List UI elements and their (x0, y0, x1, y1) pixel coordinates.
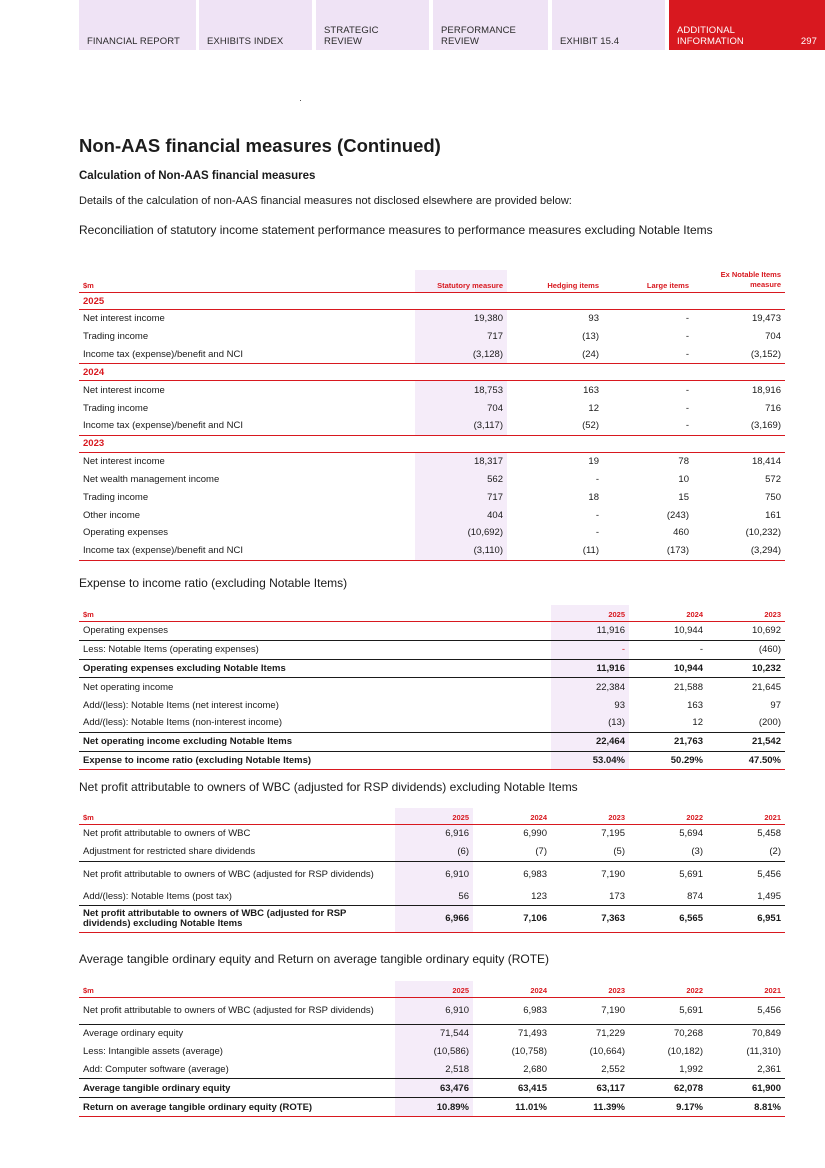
header-cell: 2023 (551, 808, 629, 825)
cell: 11,916 (551, 622, 629, 641)
header-cell: 2024 (473, 808, 551, 825)
reconciliation-table (79, 270, 785, 561)
cell: 123 (531, 890, 547, 902)
cell: 716 (765, 402, 781, 414)
header-cell: 2021 (707, 808, 785, 825)
cell: 6,916 (395, 825, 473, 843)
table-row (79, 678, 785, 696)
cell: 874 (687, 890, 703, 902)
cell: (10,758) (511, 1046, 547, 1058)
cell: 93 (551, 696, 629, 714)
section-subtitle: Calculation of Non-AAS financial measures (79, 170, 316, 182)
header-cell: $m (79, 270, 415, 293)
cell: 7,190 (601, 1005, 625, 1016)
table-row (79, 888, 785, 906)
cell: 7,363 (551, 906, 629, 933)
header-cell: $m (79, 808, 395, 825)
intro-text: Details of the calculation of non-AAS financial measures not disclosed elsewhere are provided below: (79, 195, 572, 207)
header-cell: 2025 (551, 605, 629, 622)
cell: 6,990 (523, 828, 547, 840)
header-cell: 2022 (629, 981, 707, 998)
cell: (3,169) (750, 420, 781, 432)
cell: 56 (395, 888, 473, 906)
cell: 717 (415, 328, 507, 346)
table-row (79, 417, 785, 435)
row-label: Net operating income (83, 681, 174, 693)
table-header-row (79, 808, 785, 825)
table-row (79, 310, 785, 328)
row-label: Income tax (expense)/benefit and NCI (79, 542, 415, 560)
expense-ratio-title: Expense to income ratio (excluding Notable Items) (79, 576, 348, 590)
table-header-row (79, 270, 785, 293)
header-cell: 2023 (707, 605, 785, 622)
cell: - (595, 473, 599, 485)
tab-label: ADDITIONAL INFORMATION (677, 25, 744, 47)
cell: - (685, 402, 689, 414)
header-cell: 2025 (395, 808, 473, 825)
cell: 47.50% (707, 751, 785, 770)
cell: 22,384 (551, 678, 629, 696)
cell: (10,664) (589, 1046, 625, 1058)
top-navigation (79, 0, 825, 50)
table-header-row (79, 981, 785, 998)
year-row (79, 364, 785, 381)
cell: 2,552 (601, 1063, 625, 1075)
cell: - (595, 527, 599, 539)
cell: (2) (769, 846, 781, 858)
tab-label: PERFORMANCE REVIEW (441, 25, 516, 47)
cell: 7,195 (601, 828, 625, 840)
cell: 21,645 (751, 681, 781, 693)
cell: 1,495 (757, 890, 781, 902)
cell: (13) (551, 714, 629, 732)
table-row (79, 751, 785, 770)
cell: (13) (582, 331, 599, 343)
cell: 97 (770, 699, 781, 711)
table-row (79, 399, 785, 417)
cell: 19 (588, 456, 599, 468)
table-row (79, 659, 785, 678)
net-profit-table (79, 808, 785, 933)
tab-exhibits-index[interactable] (199, 0, 312, 50)
cell: - (685, 331, 689, 343)
table-row (79, 622, 785, 641)
cell: 6,910 (395, 861, 473, 888)
cell: 62,078 (629, 1079, 707, 1098)
cell: 78 (678, 456, 689, 468)
table-row (79, 1098, 785, 1117)
row-label: Less: Notable Items (operating expenses) (83, 644, 259, 656)
tab-financial-report[interactable] (79, 0, 196, 50)
cell: 704 (765, 331, 781, 343)
cell: 10,944 (629, 659, 707, 678)
table-row (79, 506, 785, 524)
cell: 2,361 (757, 1063, 781, 1075)
table-row (79, 1043, 785, 1061)
cell: 173 (609, 890, 625, 902)
cell: - (699, 644, 703, 656)
cell: 21,763 (629, 732, 707, 751)
cell: 18,753 (415, 381, 507, 399)
row-label: Net wealth management income (83, 473, 220, 485)
cell: (10,692) (415, 524, 507, 542)
cell: (11,310) (746, 1046, 781, 1058)
tab-exhibit-15-4[interactable] (552, 0, 665, 50)
cell: - (595, 509, 599, 521)
tab-performance-review[interactable] (433, 0, 548, 50)
row-label: Add/(less): Notable Items (net interest income) (83, 699, 279, 711)
cell: 6,983 (473, 861, 551, 888)
cell: 19,473 (751, 313, 781, 325)
cell: (3,294) (693, 542, 785, 560)
row-label: Net interest income (83, 313, 165, 325)
year-row (79, 293, 785, 310)
cell: 53.04% (551, 751, 629, 770)
rote-table (79, 981, 785, 1117)
row-label: Add/(less): Notable Items (non-interest income) (83, 717, 283, 729)
rote-title: Average tangible ordinary equity and Return on average tangible ordinary equity (ROTE) (79, 952, 550, 966)
header-cell: 2025 (395, 981, 473, 998)
table-row (79, 843, 785, 861)
year-label: 2023 (79, 435, 785, 452)
cell: 750 (765, 491, 781, 503)
row-label: Net operating income excluding Notable Items (79, 732, 551, 751)
year-label: 2025 (79, 293, 785, 310)
cell: (6) (395, 843, 473, 861)
table-row (79, 732, 785, 751)
cell: 572 (765, 473, 781, 485)
cell: 63,476 (395, 1079, 473, 1098)
cell: 163 (687, 699, 703, 711)
table-row (79, 524, 785, 542)
cell: 18,916 (751, 384, 781, 396)
cell: 5,694 (679, 828, 703, 840)
table-row (79, 861, 785, 888)
table-row (79, 906, 785, 933)
cell: 163 (583, 384, 599, 396)
cell: (10,232) (745, 527, 781, 539)
cell: 460 (673, 527, 689, 539)
row-label: Operating expenses (83, 625, 169, 637)
cell: 7,106 (473, 906, 551, 933)
cell: - (685, 348, 689, 360)
row-label: Net interest income (83, 456, 165, 468)
cell: 63,415 (473, 1079, 551, 1098)
net-profit-title: Net profit attributable to owners of WBC (adjusted for RSP dividends) excluding Notable Items (79, 780, 578, 794)
cell: 5,691 (679, 1005, 703, 1016)
row-label: Less: Intangible assets (average) (83, 1046, 223, 1058)
cell: 5,456 (757, 1005, 781, 1016)
row-label: Net profit attributable to owners of WBC (adjusted for RSP dividends) excluding Notable Items (79, 906, 395, 933)
table-header-row (79, 605, 785, 622)
cell: (3,152) (750, 348, 781, 360)
table-row (79, 1061, 785, 1079)
row-label: Net profit attributable to owners of WBC (adjusted for RSP dividends) (79, 861, 395, 888)
cell: - (685, 313, 689, 325)
header-cell: $m (79, 605, 551, 622)
cell: (10,182) (667, 1046, 703, 1058)
table-row (79, 381, 785, 399)
table-row (79, 488, 785, 506)
cell: 21,588 (673, 681, 703, 693)
cell: 6,910 (395, 998, 473, 1025)
row-label: Net interest income (83, 384, 165, 396)
cell: 161 (765, 509, 781, 521)
table-row (79, 825, 785, 843)
cell: 6,951 (707, 906, 785, 933)
cell: 10,944 (673, 625, 703, 637)
cell: 7,190 (551, 861, 629, 888)
row-label: Other income (83, 509, 141, 521)
cell: 704 (415, 399, 507, 417)
cell: 1,992 (679, 1063, 703, 1075)
cell: 18,414 (751, 456, 781, 468)
cell: 18,317 (415, 452, 507, 470)
header-cell: Large items (603, 270, 693, 293)
header-cell: 2023 (551, 981, 629, 998)
row-label: Expense to income ratio (excluding Notable Items) (79, 751, 551, 770)
cell: 61,900 (707, 1079, 785, 1098)
row-label: Trading income (83, 491, 149, 503)
cell: 6,966 (395, 906, 473, 933)
tab-label: EXHIBIT 15.4 (560, 35, 620, 47)
cell: (7) (535, 846, 547, 858)
table-row (79, 542, 785, 560)
header-cell: 2024 (629, 605, 707, 622)
table-row (79, 714, 785, 732)
cell: 8.81% (707, 1098, 785, 1117)
cell: (10,586) (395, 1043, 473, 1061)
cell: 12 (692, 717, 703, 729)
cell: 70,268 (673, 1028, 703, 1040)
cell: 9.17% (629, 1098, 707, 1117)
stray-dot (300, 100, 301, 101)
header-cell: Ex Notable Items measure (693, 270, 785, 293)
table-row (79, 346, 785, 364)
cell: 2,518 (395, 1061, 473, 1079)
header-cell: 2022 (629, 808, 707, 825)
cell: (11) (507, 542, 603, 560)
cell: - (685, 384, 689, 396)
year-label: 2024 (79, 364, 785, 381)
table-row (79, 640, 785, 659)
row-label: Net profit attributable to owners of WBC (83, 828, 251, 840)
cell: 6,983 (523, 1005, 547, 1016)
cell: (24) (582, 348, 599, 360)
table-row (79, 471, 785, 489)
cell: 6,565 (629, 906, 707, 933)
year-row (79, 435, 785, 452)
tab-additional-information[interactable] (669, 0, 825, 50)
cell: (52) (582, 420, 599, 432)
cell: 5,458 (757, 828, 781, 840)
cell: 19,380 (415, 310, 507, 328)
cell: (3) (691, 846, 703, 858)
row-label: Net profit attributable to owners of WBC (adjusted for RSP dividends) (83, 1005, 374, 1016)
cell: (173) (603, 542, 693, 560)
table-row (79, 1079, 785, 1098)
cell: 5,691 (629, 861, 707, 888)
row-label: Average tangible ordinary equity (79, 1079, 395, 1098)
cell: 22,464 (551, 732, 629, 751)
row-label: Operating expenses (83, 527, 169, 539)
row-label: Trading income (83, 402, 149, 414)
table-row (79, 452, 785, 470)
cell: 562 (415, 471, 507, 489)
cell: 71,229 (595, 1028, 625, 1040)
table-row (79, 1025, 785, 1043)
row-label: Income tax (expense)/benefit and NCI (83, 420, 244, 432)
cell: 717 (415, 488, 507, 506)
cell: 11.39% (551, 1098, 629, 1117)
expense-ratio-table (79, 605, 785, 770)
header-cell: Statutory measure (415, 270, 507, 293)
header-cell: Hedging items (507, 270, 603, 293)
tab-label: STRATEGIC REVIEW (324, 25, 379, 47)
tab-label: EXHIBITS INDEX (207, 35, 284, 47)
cell: 11.01% (473, 1098, 551, 1117)
table-row (79, 696, 785, 714)
header-cell: 2024 (473, 981, 551, 998)
cell: (243) (666, 509, 689, 521)
cell: 5,456 (707, 861, 785, 888)
cell: 71,544 (395, 1025, 473, 1043)
cell: (5) (613, 846, 625, 858)
header-cell: $m (79, 981, 395, 998)
table-row (79, 998, 785, 1025)
page-number: 297 (800, 35, 817, 47)
cell: - (551, 640, 629, 659)
cell: (460) (758, 644, 781, 656)
cell: 63,117 (551, 1079, 629, 1098)
cell: 21,542 (707, 732, 785, 751)
cell: 10.89% (395, 1098, 473, 1117)
row-label: Average ordinary equity (83, 1028, 184, 1040)
row-label: Operating expenses excluding Notable Items (79, 659, 551, 678)
reconciliation-title: Reconciliation of statutory income statement performance measures to performance measures excluding Notable Items (79, 223, 713, 237)
cell: 70,849 (751, 1028, 781, 1040)
cell: 71,493 (517, 1028, 547, 1040)
row-label: Trading income (83, 331, 149, 343)
cell: 10,692 (751, 625, 781, 637)
tab-strategic-review[interactable] (316, 0, 429, 50)
cell: - (685, 420, 689, 432)
row-label: Add/(less): Notable Items (post tax) (83, 890, 232, 902)
cell: 2,680 (523, 1063, 547, 1075)
row-label: Return on average tangible ordinary equity (ROTE) (79, 1098, 395, 1117)
cell: (3,110) (415, 542, 507, 560)
cell: 15 (678, 491, 689, 503)
cell: 93 (588, 313, 599, 325)
cell: 12 (588, 402, 599, 414)
cell: 10,232 (707, 659, 785, 678)
header-cell: 2021 (707, 981, 785, 998)
cell: 10 (678, 473, 689, 485)
cell: (3,128) (415, 346, 507, 364)
cell: 18 (588, 491, 599, 503)
cell: (3,117) (415, 417, 507, 435)
cell: 11,916 (551, 659, 629, 678)
row-label: Adjustment for restricted share dividends (83, 846, 256, 858)
cell: 50.29% (629, 751, 707, 770)
page-title: Non-AAS financial measures (Continued) (79, 135, 441, 156)
cell: 404 (415, 506, 507, 524)
tab-label: FINANCIAL REPORT (87, 35, 180, 47)
row-label: Add: Computer software (average) (83, 1063, 229, 1075)
table-row (79, 328, 785, 346)
row-label: Income tax (expense)/benefit and NCI (83, 348, 244, 360)
cell: (200) (758, 717, 781, 729)
